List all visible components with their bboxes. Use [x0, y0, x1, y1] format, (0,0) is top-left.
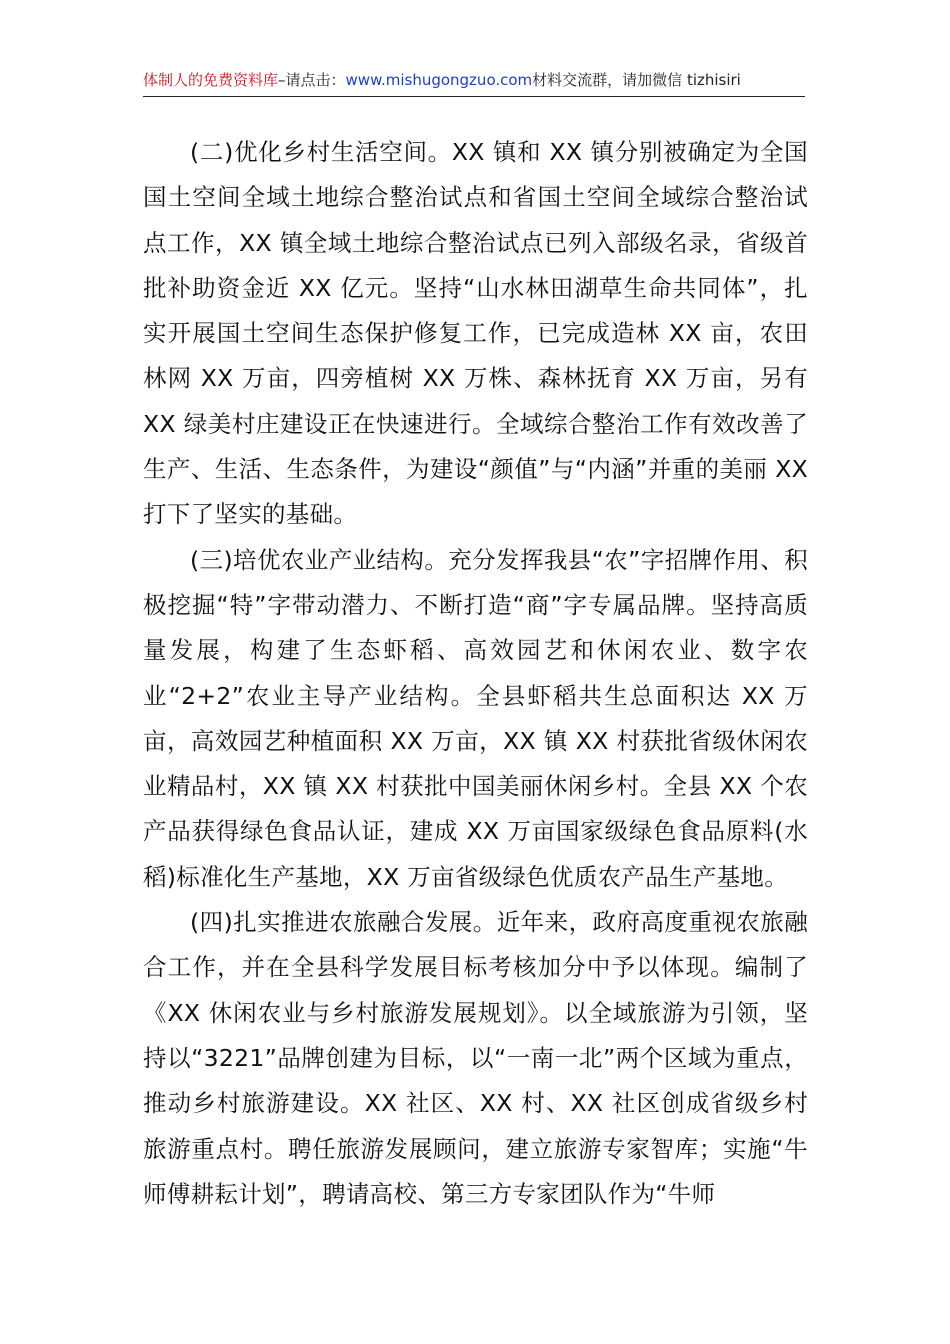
paragraph-living-space: (二)优化乡村生活空间。XX 镇和 XX 镇分别被确定为全国国土空间全域土地综合整治试点和省国土空间全域综合整治试点工作，XX 镇全域土地综合整治试点已列入部级名录，省级首批补助资金近 XX 亿元。坚持“山水林田湖草生命共同体”，扎实开展国土空间生态保护修复工作，已完成造林 XX 亩，农田林网 XX 万亩，四旁植树 XX 万株、森林抚育 XX 万亩，另有 XX 绿美村庄建设正在快速进行。全域综合整治工作有效改善了生产、生活、生态条件，为建设“颜值”与“内涵”并重的美丽 XX 打下了坚实的基础。: [143, 138, 808, 529]
paragraph-industry-structure: (三)培优农业产业结构。充分发挥我县“农”字招牌作用、积极挖掘“特”字带动潜力、不断打造“商”字专属品牌。坚持高质量发展，构建了生态虾稻、高效园艺和休闲农业、数字农业“2+2”农业主导产业结构。全县虾稻共生总面积达 XX 万亩，高效园艺种植面积 XX 万亩，XX 镇 XX 村获批省级休闲农业精品村，XX 镇 XX 村获批中国美丽休闲乡村。全县 XX 个农产品获得绿色食品认证，建成 XX 万亩国家级绿色食品原料(水稻)标准化生产基地，XX 万亩省级绿色优质农产品生产基地。: [143, 545, 808, 891]
header-brand: 体制人的免费资料库: [143, 71, 279, 89]
paragraph-agri-tourism: (四)扎实推进农旅融合发展。近年来，政府高度重视农旅融合工作，并在全县科学发展目标考核加分中予以体现。编制了《XX 休闲农业与乡村旅游发展规划》。以全域旅游为引领，坚持以“3221”品牌创建为目标，以“一南一北”两个区域为重点，推动乡村旅游建设。XX 社区、XX 村、XX 社区创成省级乡村旅游重点村。聘任旅游发展顾问，建立旅游专家智库；实施“牛师傅耕耘计划”，聘请高校、第三方专家团队作为“牛师: [143, 908, 808, 1208]
header-contact: 材料交流群，请加微信 tizhisiri: [532, 71, 741, 89]
header-link[interactable]: www.mishugongzuo.com: [345, 71, 533, 89]
document-body: [143, 130, 808, 1217]
page-header: [143, 66, 805, 97]
header-prompt: –请点击：: [278, 71, 346, 89]
